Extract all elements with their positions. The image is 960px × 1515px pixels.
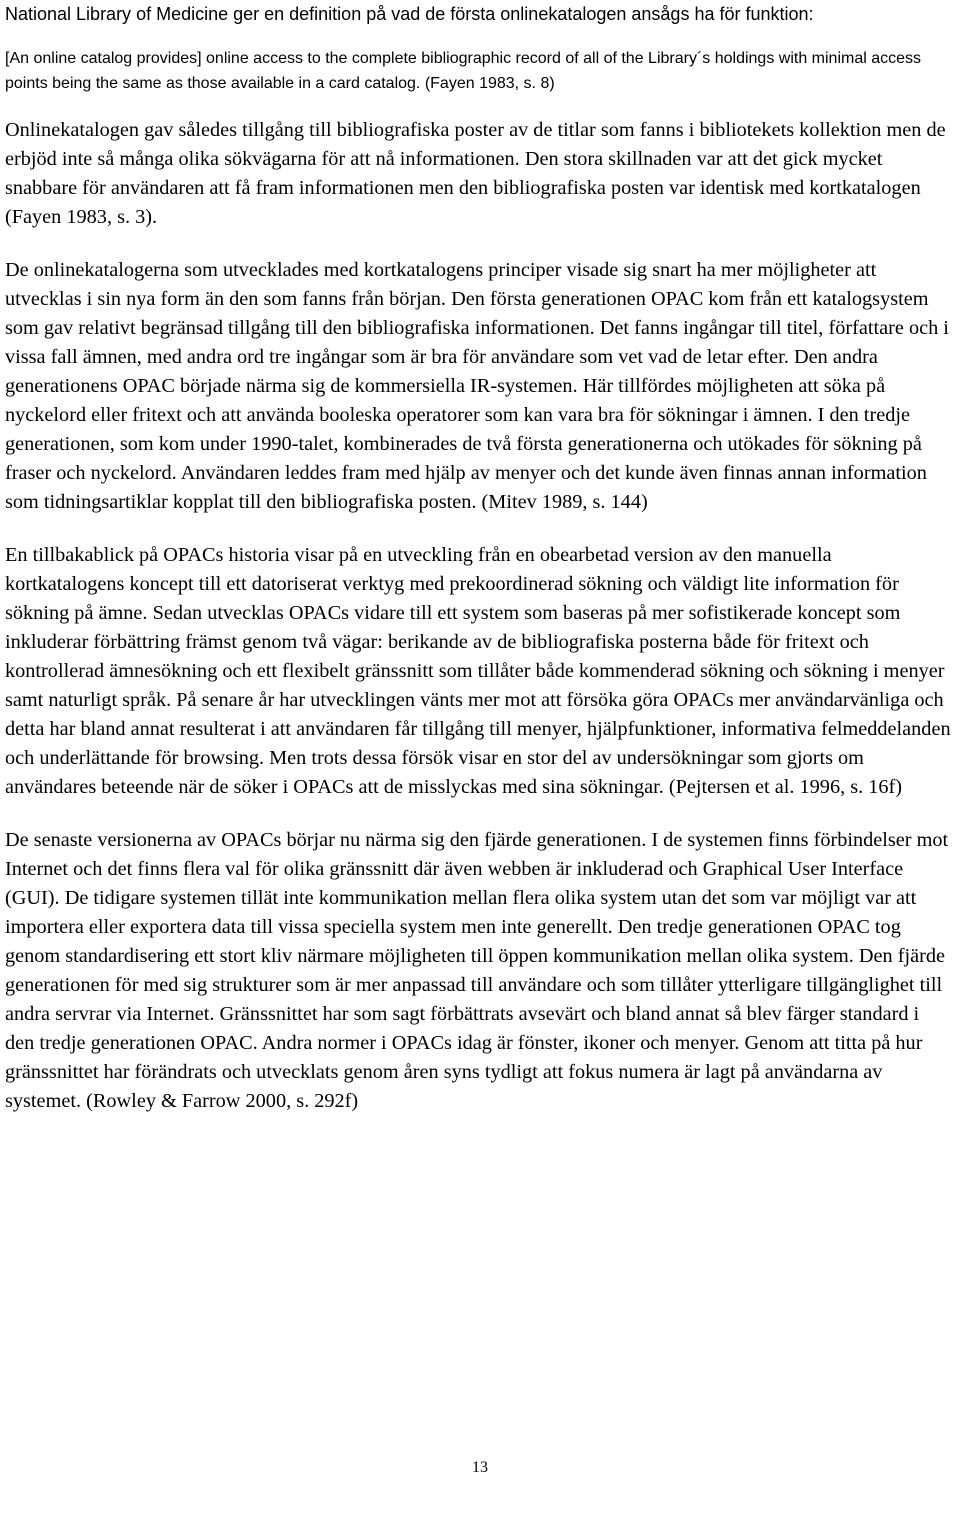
block-quote: [An online catalog provides] online access to the complete bibliographic record of all of the Library´s holdings with minimal access points being the same as those available in a card catalog. (Fayen 1983, s. 8) xyxy=(5,50,922,92)
body-paragraph-1: Onlinekatalogen gav således tillgång till bibliografiska poster av de titlar som fanns i bibliotekets kollektion men de erbjöd inte så många olika sökvägarna för att nå informationen. Den stora skillnaden var att det gick mycket snabbare för användaren att få fram informationen men den bibliografiska posten var identisk med kortkatalogen (Fayen 1983, s. 3). xyxy=(5,119,946,228)
document-page xyxy=(5,0,953,1116)
body-paragraph-2: De onlinekatalogerna som utvecklades med kortkatalogens principer visade sig snart ha mer möjligheter att utvecklas i sin nya form än den som fanns från början. Den första generationen OPAC kom från ett katalogsystem som gav relativt begränsad tillgång till den bibliografiska informationen. Det fanns ingångar till titel, författare och i vissa fall ämnen, med andra ord tre ingångar som är bra för användare som vet vad de letar efter. Den andra generationens OPAC började närma sig de kommersiella IR-systemen. Här tillfördes möjligheten att söka på nyckelord eller fritext och att använda booleska operatorer som kan vara bra för sökningar i ämnen. I den tredje generationen, som kom under 1990-talet, kombinerades de två första generationerna och utökades för sökning på fraser och nyckelord. Användaren leddes fram med hjälp av menyer och det kunde även finnas annan information som tidningsartiklar kopplat till den bibliografiska posten. (Mitev 1989, s. 144) xyxy=(5,259,949,513)
body-paragraph-3: En tillbakablick på OPACs historia visar på en utveckling från en obearbetad version av den manuella kortkatalogens koncept till ett datoriserat verktyg med prekoordinerad sökning och väldigt lite information för sökning på ämne. Sedan utvecklas OPACs vidare till ett system som baseras på mer sofistikerade koncept som inkluderar förbättring främst genom två vägar: berikande av de bibliografiska posterna både för fritext och kontrollerad ämnesökning och ett flexibelt gränssnitt som tillåter både kommenderad sökning och sökning i menyer samt naturligt språk. På senare år har utvecklingen vänts mer mot att försöka göra OPACs mer användarvänliga och detta har bland annat resulterat i att användaren får tillgång till menyer, hjälpfunktioner, informativa felmeddelanden och underlättande för browsing. Men trots dessa försök visar en stor del av undersökningar som gjorts om användares beteende när de söker i OPACs att de misslyckas med sina sökningar. (Pejtersen et al. 1996, s. 16f) xyxy=(5,544,951,798)
page-number: 13 xyxy=(472,1459,488,1476)
body-paragraph-4: De senaste versionerna av OPACs börjar nu närma sig den fjärde generationen. I de systemen finns förbindelser mot Internet och det finns flera val för olika gränssnitt där även webben är inkluderad och Graphical User Interface (GUI). De tidigare systemen tillät inte kommunikation mellan flera olika system utan det som var möjligt var att importera eller exportera data till vissa speciella system men inte generellt. Den tredje generationen OPAC tog genom standardisering ett stort kliv närmare möjligheten till öppen kommunikation mellan olika system. Den fjärde generationen för med sig strukturer som är mer anpassad till användare och som tillåter ytterligare tillgänglighet till andra servrar via Internet. Gränssnittet har som sagt förbättrats avsevärt och bland annat så blev färger standard i den tredje generationen OPAC. Andra normer i OPACs idag är fönster, ikoner och menyer. Genom att titta på hur gränssnittet har förändrats och utvecklats genom åren syns tydligt att fokus numera är lagt på användarna av systemet. (Rowley & Farrow 2000, s. 292f) xyxy=(5,829,949,1112)
intro-paragraph: National Library of Medicine ger en definition på vad de första onlinekatalogen ansågs ha för funktion: xyxy=(5,4,814,24)
